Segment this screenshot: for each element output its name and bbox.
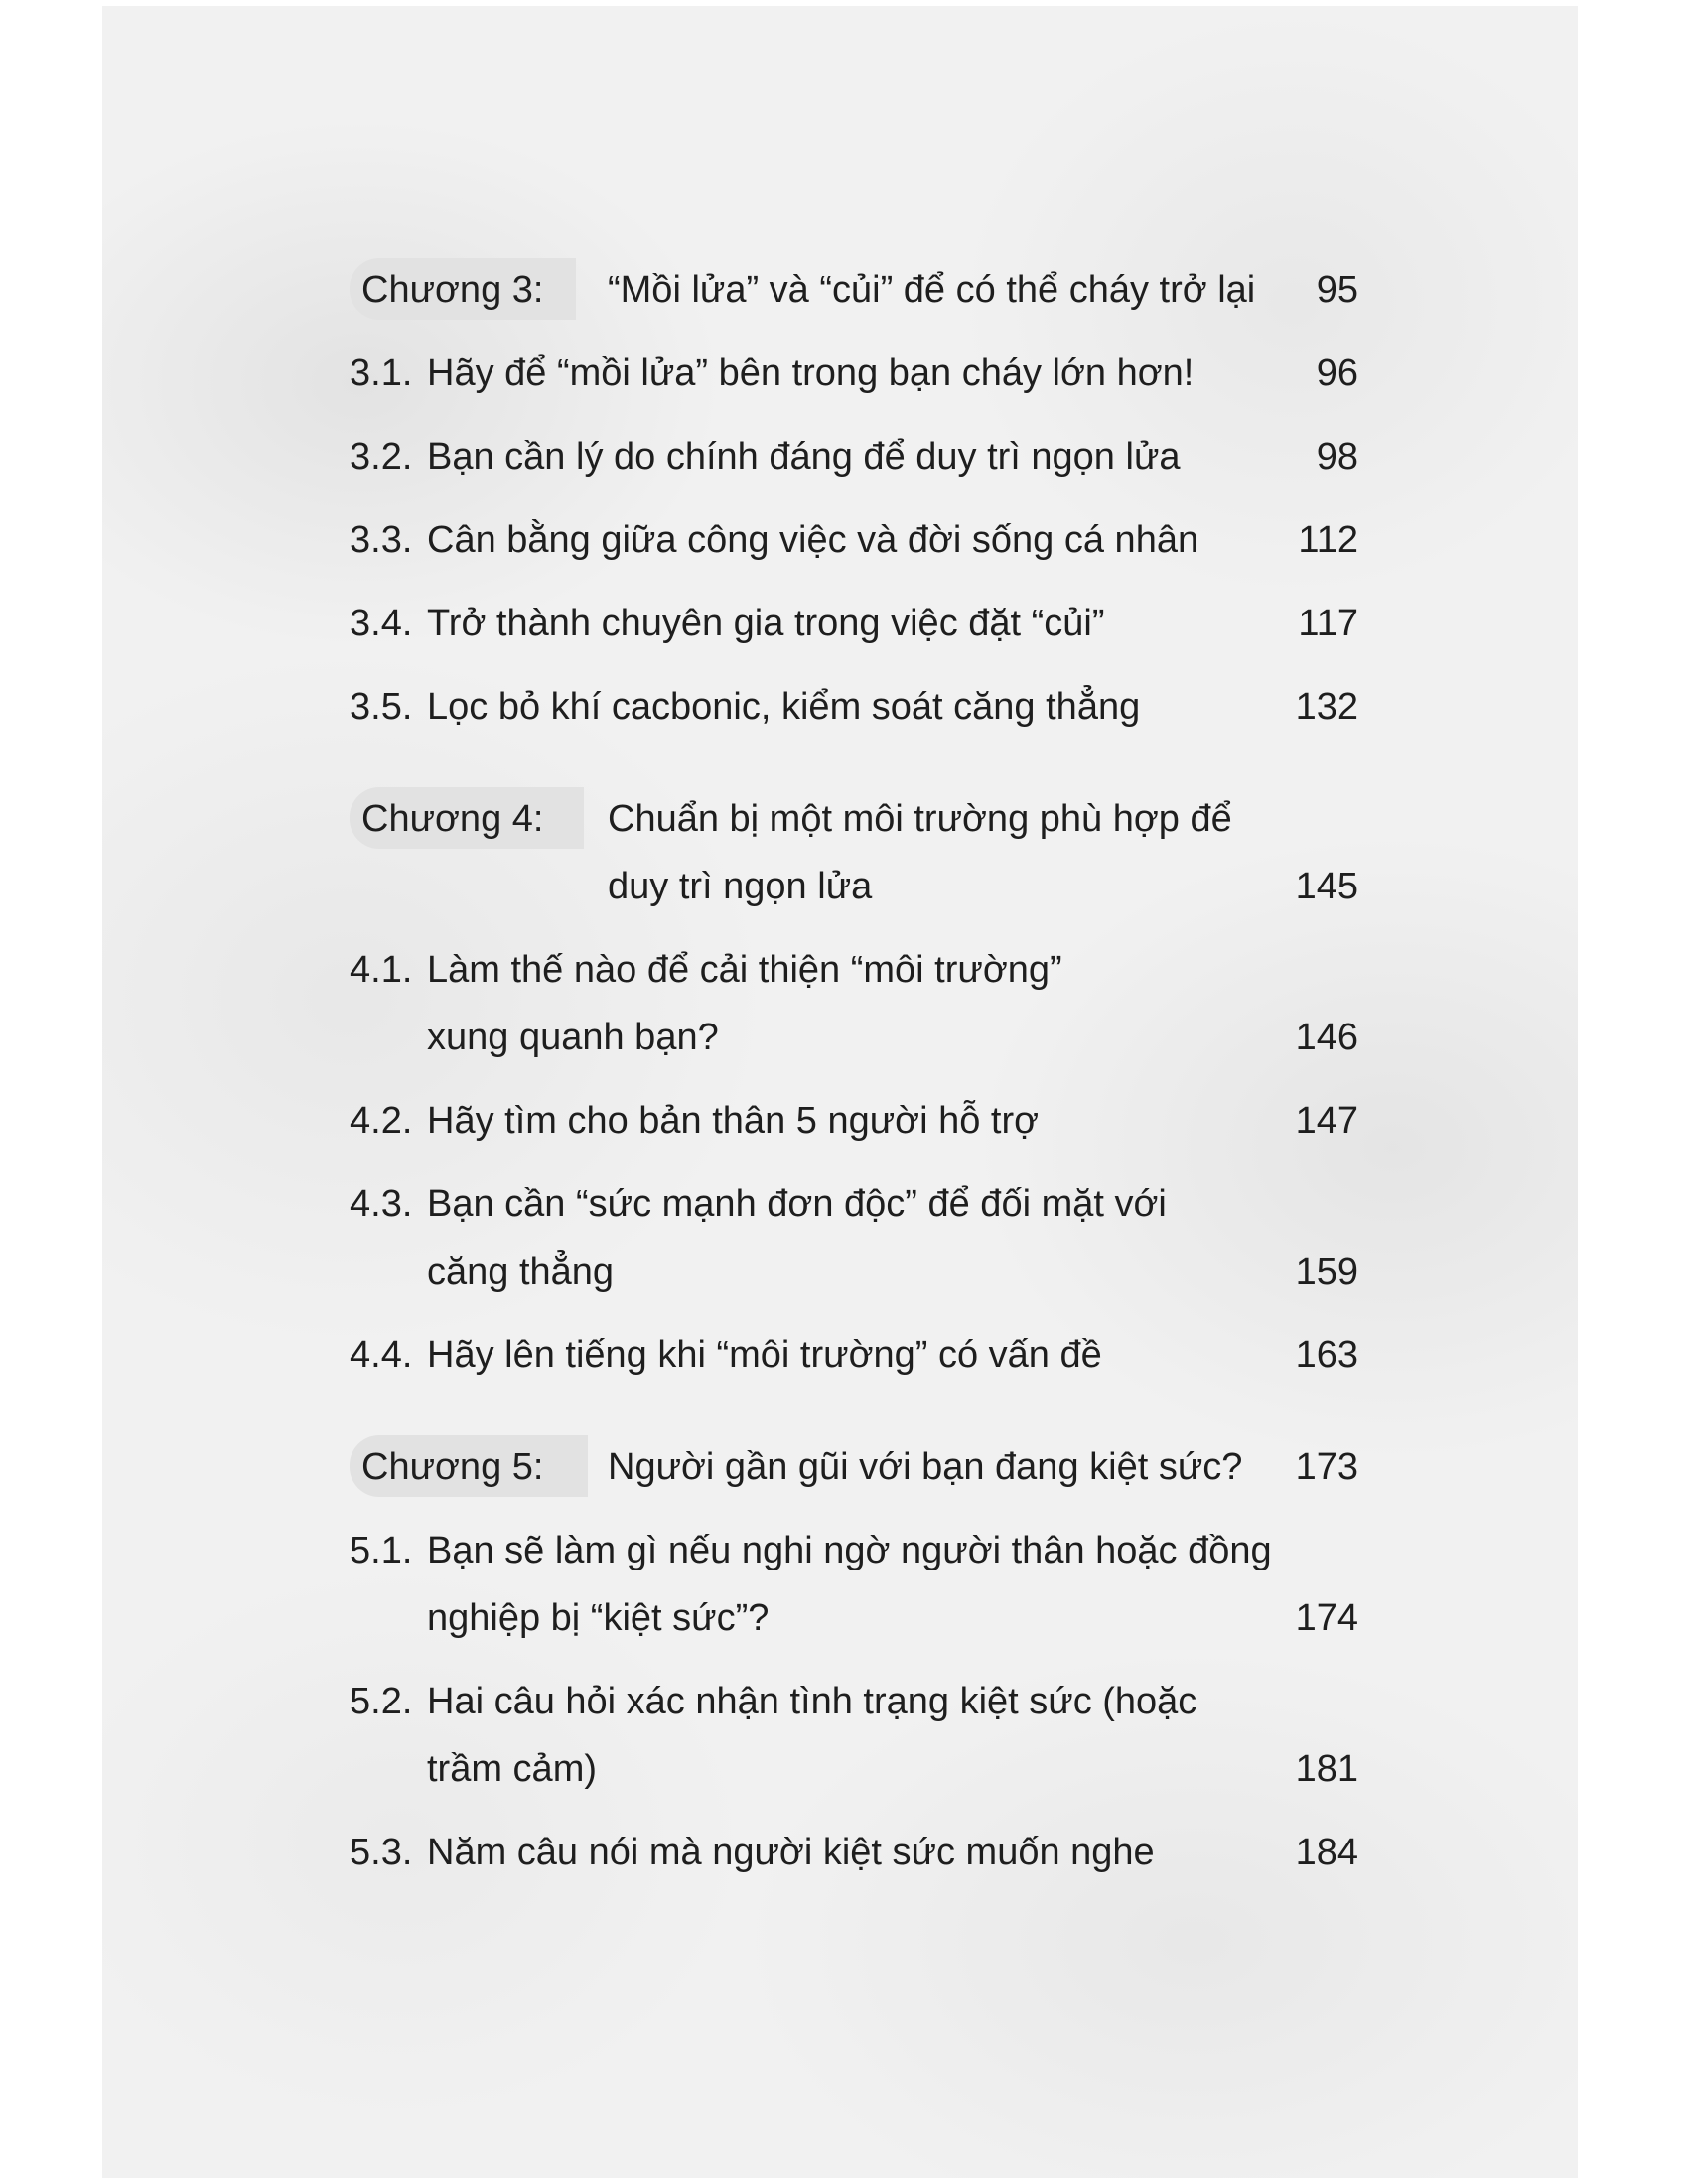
section-5-1-number: 5.1. [350,1530,413,1571]
section-3-1-page: 96 [1316,352,1358,394]
section-4-1-entry[interactable] [350,948,1358,992]
section-4-4-entry[interactable] [350,1333,1358,1377]
section-5-3-title: Năm câu nói mà người kiệt sức muốn nghe [427,1832,1155,1873]
section-3-4-entry[interactable] [350,602,1358,645]
section-3-5-title: Lọc bỏ khí cacbonic, kiểm soát căng thẳng [427,686,1141,728]
section-4-1-number: 4.1. [350,949,413,991]
section-5-2-number: 5.2. [350,1681,413,1722]
chapter-5-entry[interactable] [350,1445,1358,1489]
section-5-2-entry-continued[interactable] [350,1747,1358,1791]
section-3-1-number: 3.1. [350,352,413,394]
section-5-2-title-line-1: Hai câu hỏi xác nhận tình trạng kiệt sức (hoặc [427,1681,1197,1722]
section-5-3-entry[interactable] [350,1831,1358,1874]
section-4-2-number: 4.2. [350,1100,413,1142]
section-3-4-title: Trở thành chuyên gia trong việc đặt “củi” [427,603,1105,644]
section-3-2-title: Bạn cần lý do chính đáng để duy trì ngọn lửa [427,436,1181,478]
section-5-3-number: 5.3. [350,1832,413,1873]
section-3-2-number: 3.2. [350,436,413,478]
section-4-4-number: 4.4. [350,1334,413,1376]
section-4-2-entry[interactable] [350,1099,1358,1143]
section-3-3-page: 112 [1298,519,1358,561]
section-5-3-page: 184 [1295,1832,1358,1873]
section-4-1-entry-continued[interactable] [350,1016,1358,1059]
section-3-4-number: 3.4. [350,603,413,644]
section-4-3-entry[interactable] [350,1182,1358,1226]
section-4-3-number: 4.3. [350,1183,413,1225]
chapter-5-page: 173 [1295,1446,1358,1488]
section-5-2-page: 181 [1295,1748,1358,1790]
chapter-3-title: “Mồi lửa” và “củi” để có thể cháy trở lại [608,269,1256,311]
chapter-3-page: 95 [1316,269,1358,311]
section-3-5-number: 3.5. [350,686,413,728]
section-4-3-title-line-1: Bạn cần “sức mạnh đơn độc” để đối mặt với [427,1183,1167,1225]
section-4-3-entry-continued[interactable] [350,1250,1358,1294]
chapter-3-entry[interactable] [350,268,1358,312]
section-3-1-entry[interactable] [350,351,1358,395]
chapter-4-page: 145 [1295,866,1358,907]
section-5-1-entry[interactable] [350,1529,1358,1572]
section-5-2-title-line-2: trầm cảm) [427,1748,597,1790]
section-5-2-entry[interactable] [350,1680,1358,1723]
chapter-4-badge [350,787,584,849]
chapter-4-title-line-2: duy trì ngọn lửa [608,866,873,907]
chapter-4-title-line-1: Chuẩn bị một môi trường phù hợp để [608,798,1232,840]
section-5-1-entry-continued[interactable] [350,1596,1358,1640]
section-5-1-title-line-2: nghiệp bị “kiệt sức”? [427,1597,770,1639]
chapter-4-entry-continued[interactable] [350,865,1358,908]
section-3-3-title: Cân bằng giữa công việc và đời sống cá nhân [427,519,1199,561]
chapter-4-label: Chương 4: [361,798,544,840]
section-3-1-title: Hãy để “mồi lửa” bên trong bạn cháy lớn hơn! [427,352,1195,394]
section-3-5-page: 132 [1295,686,1358,728]
chapter-4-entry[interactable] [350,797,1358,841]
section-4-4-page: 163 [1295,1334,1358,1376]
section-4-1-title-line-1: Làm thế nào để cải thiện “môi trường” [427,949,1062,991]
section-5-1-title-line-1: Bạn sẽ làm gì nếu nghi ngờ người thân hoặc đồng [427,1530,1272,1571]
section-5-1-page: 174 [1295,1597,1358,1639]
section-3-3-number: 3.3. [350,519,413,561]
section-3-2-entry[interactable] [350,435,1358,478]
section-4-2-page: 147 [1295,1100,1358,1142]
section-4-4-title: Hãy lên tiếng khi “môi trường” có vấn đề [427,1334,1102,1376]
section-4-1-title-line-2: xung quanh bạn? [427,1017,719,1058]
section-3-2-page: 98 [1316,436,1358,478]
chapter-5-title: Người gần gũi với bạn đang kiệt sức? [608,1446,1243,1488]
chapter-3-label: Chương 3: [361,269,544,311]
section-3-5-entry[interactable] [350,685,1358,729]
section-4-3-page: 159 [1295,1251,1358,1293]
section-3-3-entry[interactable] [350,518,1358,562]
section-4-2-title: Hãy tìm cho bản thân 5 người hỗ trợ [427,1100,1040,1142]
chapter-3-badge [350,258,576,320]
chapter-5-label: Chương 5: [361,1446,544,1488]
section-4-1-page: 146 [1295,1017,1358,1058]
chapter-5-badge [350,1435,588,1497]
section-3-4-page: 117 [1298,603,1358,644]
section-4-3-title-line-2: căng thẳng [427,1251,615,1293]
